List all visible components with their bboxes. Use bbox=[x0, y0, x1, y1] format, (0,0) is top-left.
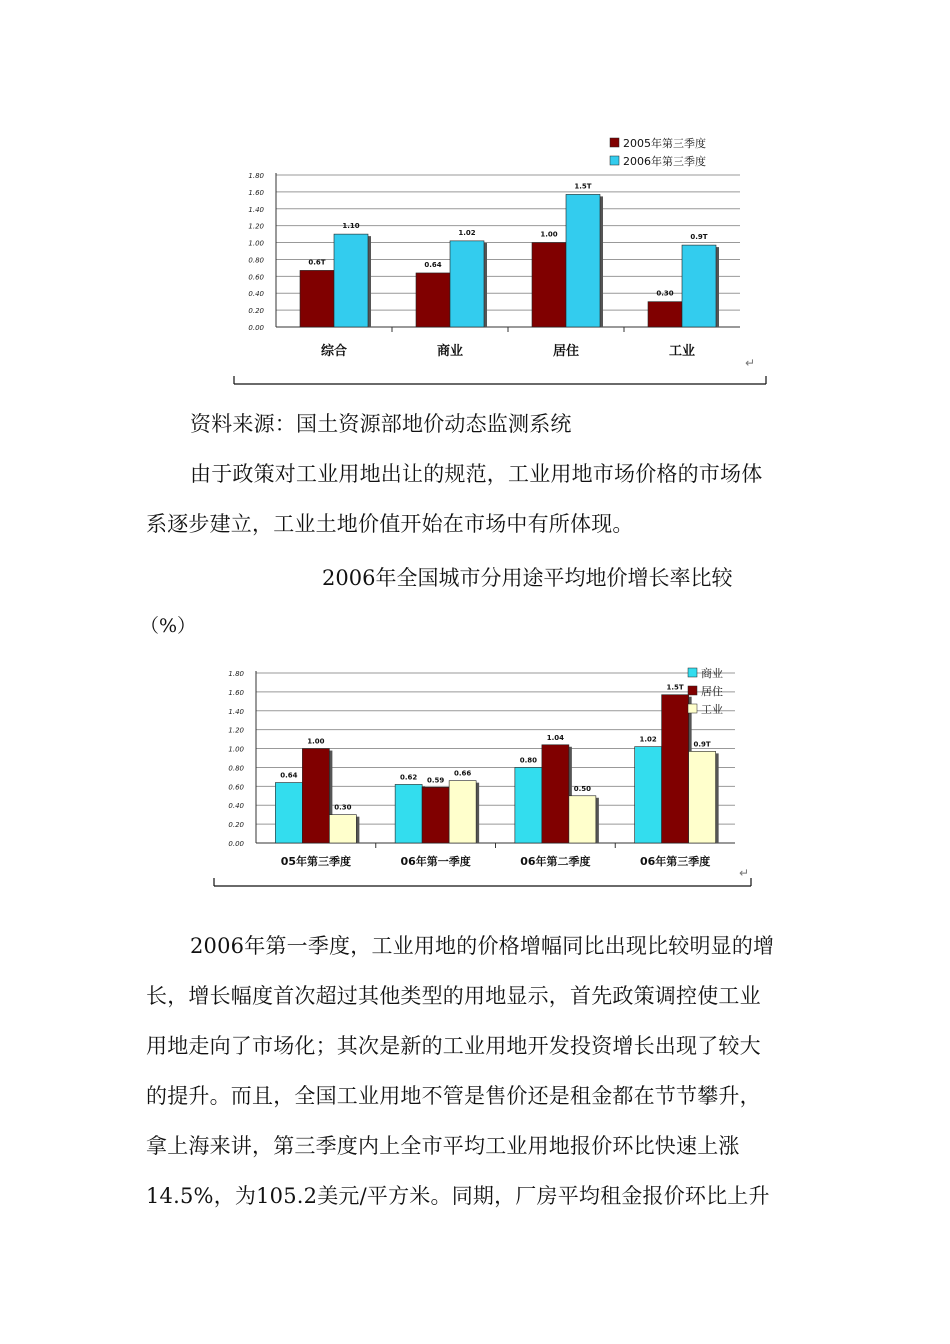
y-tick-label: 1.60 bbox=[248, 188, 264, 197]
bar bbox=[300, 270, 334, 327]
bar bbox=[662, 695, 689, 843]
bar bbox=[515, 767, 542, 843]
x-tick-label: 商业 bbox=[436, 344, 464, 359]
y-tick-label: 1.60 bbox=[228, 688, 244, 697]
data-label: 0.6T bbox=[308, 258, 326, 267]
y-tick-label: 1.80 bbox=[228, 670, 244, 678]
return-mark: ↵ bbox=[739, 866, 750, 880]
bar bbox=[682, 245, 716, 327]
legend-swatch bbox=[688, 686, 697, 695]
legend-label: 居住 bbox=[701, 685, 723, 698]
bar bbox=[542, 745, 569, 843]
paragraph2-line: 14.5%，为105.2美元/平方米。同期，厂房平均租金报价环比上升 bbox=[146, 1184, 770, 1208]
paragraph2-line: 长，增长幅度首次超过其他类型的用地显示，首先政策调控使工业 bbox=[146, 984, 761, 1008]
data-label: 1.02 bbox=[639, 735, 657, 744]
data-label: 0.9T bbox=[693, 740, 711, 749]
chart2-unit: （%） bbox=[140, 615, 197, 637]
y-tick-label: 0.60 bbox=[228, 783, 244, 792]
x-tick-label: 居住 bbox=[552, 344, 580, 359]
data-label: 0.64 bbox=[280, 771, 298, 780]
legend-swatch bbox=[688, 704, 697, 713]
source-text: 资料来源：国土资源部地价动态监测系统 bbox=[190, 412, 572, 436]
y-tick-label: 0.80 bbox=[248, 256, 264, 265]
bar bbox=[450, 241, 484, 327]
data-label: 0.9T bbox=[690, 233, 708, 242]
legend-label: 工业 bbox=[701, 703, 723, 716]
bar bbox=[422, 787, 449, 843]
y-tick-label: 1.00 bbox=[228, 745, 244, 754]
bar bbox=[449, 781, 476, 843]
data-label: 0.64 bbox=[424, 260, 442, 269]
y-tick-label: 0.20 bbox=[228, 821, 244, 830]
paragraph1-line: 系逐步建立，工业土地价值开始在市场中有所体现。 bbox=[146, 512, 634, 536]
bar bbox=[302, 749, 329, 843]
chart2-svg bbox=[210, 660, 755, 892]
x-tick-label: 工业 bbox=[668, 344, 696, 359]
data-label: 0.50 bbox=[573, 784, 592, 793]
legend-swatch bbox=[610, 138, 619, 147]
data-label: 1.00 bbox=[307, 737, 325, 746]
bar bbox=[416, 273, 450, 327]
legend-label: 商业 bbox=[701, 667, 723, 680]
chart1-svg bbox=[230, 128, 770, 390]
legend-label: 2006年第三季度 bbox=[623, 155, 706, 168]
data-label: 1.5T bbox=[666, 683, 684, 692]
data-label: 0.66 bbox=[453, 769, 472, 778]
chart2-title: 2006年全国城市分用途平均地价增长率比较 bbox=[322, 566, 733, 590]
chart-growth-by-use bbox=[210, 660, 755, 892]
y-tick-label: 0.60 bbox=[248, 273, 264, 282]
data-label: 1.00 bbox=[540, 230, 558, 239]
paragraph2-line: 2006年第一季度，工业用地的价格增幅同比出现比较明显的增 bbox=[190, 934, 775, 958]
x-tick-label: 06年第二季度 bbox=[520, 855, 591, 868]
y-tick-label: 0.80 bbox=[228, 764, 244, 773]
bar bbox=[395, 784, 422, 843]
x-tick-label: 综合 bbox=[320, 344, 348, 359]
legend-swatch bbox=[610, 156, 619, 165]
x-tick-label: 05年第三季度 bbox=[280, 855, 352, 868]
chart-2005-vs-2006-q3 bbox=[230, 128, 770, 390]
y-tick-label: 1.00 bbox=[248, 239, 264, 248]
data-label: 0.62 bbox=[399, 773, 418, 782]
bar bbox=[532, 243, 566, 327]
bar bbox=[569, 796, 596, 843]
y-tick-label: 0.40 bbox=[228, 802, 244, 811]
bar bbox=[275, 783, 302, 843]
y-tick-label: 1.20 bbox=[228, 726, 244, 735]
legend-label: 2005年第三季度 bbox=[623, 137, 706, 150]
paragraph1-line: 由于政策对工业用地出让的规范，工业用地市场价格的市场体 bbox=[190, 462, 763, 486]
data-label: 0.80 bbox=[519, 756, 538, 765]
data-label: 1.04 bbox=[546, 733, 565, 742]
return-mark: ↵ bbox=[745, 356, 756, 370]
paragraph2-line: 用地走向了市场化；其次是新的工业用地开发投资增长出现了较大 bbox=[146, 1034, 761, 1058]
y-tick-label: 0.40 bbox=[248, 290, 264, 299]
data-label: 0.30 bbox=[334, 803, 352, 812]
y-tick-label: 0.00 bbox=[248, 324, 264, 332]
data-label: 0.30 bbox=[656, 289, 674, 298]
data-label: 1.5T bbox=[574, 182, 592, 191]
bar bbox=[566, 194, 600, 327]
bar bbox=[334, 234, 368, 327]
bar bbox=[329, 815, 356, 843]
paragraph2-line: 拿上海来讲，第三季度内上全市平均工业用地报价环比快速上涨 bbox=[146, 1134, 740, 1158]
data-label: 0.59 bbox=[426, 776, 445, 785]
y-tick-label: 1.40 bbox=[248, 205, 264, 214]
y-tick-label: 1.20 bbox=[248, 222, 264, 231]
x-tick-label: 06年第三季度 bbox=[639, 855, 711, 868]
y-tick-label: 0.20 bbox=[248, 307, 264, 316]
y-tick-label: 1.40 bbox=[228, 707, 244, 716]
bar bbox=[635, 747, 662, 843]
data-label: 1.02 bbox=[458, 228, 476, 237]
legend-swatch bbox=[688, 668, 697, 677]
y-tick-label: 0.00 bbox=[228, 840, 244, 848]
bar bbox=[648, 302, 682, 327]
data-label: 1.10 bbox=[342, 222, 360, 231]
bar bbox=[689, 751, 716, 843]
paragraph2-line: 的提升。而且，全国工业用地不管是售价还是租金都在节节攀升， bbox=[146, 1084, 761, 1108]
x-tick-label: 06年第一季度 bbox=[400, 855, 471, 868]
y-tick-label: 1.80 bbox=[248, 172, 264, 180]
